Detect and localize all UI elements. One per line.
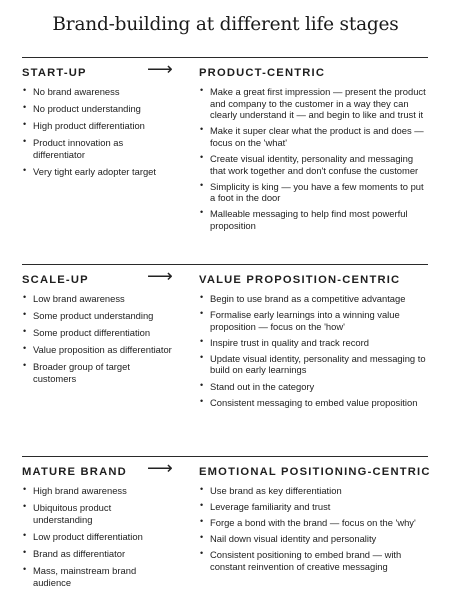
list-item: • Very tight early adopter target	[23, 164, 156, 177]
list-item: • Use brand as key differentiation	[200, 484, 342, 496]
stage-heading: SCALE-UP	[22, 274, 89, 286]
stage-traits-list	[22, 86, 172, 183]
list-item: • Make a great first impression — present the product and company to the customer in a way they can clearly understand it — and begin to like and trust it	[200, 85, 426, 121]
list-item: • Make it super clear what the product is and does — focus on the 'what'	[200, 124, 424, 148]
approach-heading: VALUE PROPOSITION-CENTRIC	[199, 274, 401, 286]
list-item: • Stand out in the category	[200, 379, 315, 392]
section-divider	[22, 264, 428, 265]
list-item: • Consistent messaging to embed value proposition	[200, 395, 418, 408]
list-item: • Product innovation as differentiator	[23, 136, 124, 160]
list-item: • Brand as differentiator	[23, 546, 126, 559]
arrow-icon: ⟶	[147, 59, 173, 79]
list-item: • No brand awareness	[23, 85, 120, 97]
list-item: • No product understanding	[23, 102, 141, 115]
list-item: • Low product differentiation	[23, 529, 143, 542]
stage-traits-list	[22, 293, 172, 390]
arrow-icon: ⟶	[147, 266, 173, 286]
list-item: • Value proposition as differentiator	[23, 343, 172, 356]
section-divider	[22, 57, 428, 58]
stage-traits-list	[22, 485, 172, 594]
list-item: • High brand awareness	[23, 484, 127, 496]
approach-actions-list	[199, 485, 428, 577]
list-item: • Begin to use brand as a competitive advantage	[200, 292, 406, 304]
approach-actions-list	[199, 86, 428, 236]
list-item: • Simplicity is king — you have a few moments to put a foot in the door	[200, 179, 424, 204]
list-item: • Some product understanding	[23, 309, 154, 322]
list-item: • Forge a bond with the brand — focus on the 'why'	[200, 516, 416, 529]
list-item: • Consistent positioning to embed brand — with constant reinvention of creative messaging	[200, 548, 402, 572]
list-item: • Some product differentiation	[23, 326, 151, 339]
approach-heading: EMOTIONAL POSITIONING-CENTRIC	[199, 466, 431, 478]
list-item: • Mass, mainstream brand audience	[23, 563, 137, 588]
list-item: • Malleable messaging to help find most powerful proposition	[200, 207, 408, 231]
list-item: • Nail down visual identity and personality	[200, 532, 377, 545]
list-item: • Low brand awareness	[23, 292, 125, 304]
arrow-icon: ⟶	[147, 458, 173, 478]
stage-heading: MATURE BRAND	[22, 466, 127, 478]
list-item: • Ubiquitous product understanding	[23, 501, 112, 525]
list-item: • Create visual identity, personality and messaging that work together and don't confuse the customer	[200, 151, 419, 176]
list-item: • Update visual identity, personality and messaging to build on early learnings	[200, 351, 426, 376]
approach-heading: PRODUCT-CENTRIC	[199, 67, 326, 79]
page-title: Brand-building at different life stages	[52, 14, 399, 35]
list-item: • Formalise early learnings into a winning value proposition — focus on the 'how'	[200, 308, 400, 332]
section-divider	[22, 456, 428, 457]
approach-actions-list	[199, 293, 428, 413]
list-item: • Leverage familiarity and trust	[200, 500, 331, 513]
list-item: • High product differentiation	[23, 119, 145, 132]
list-item: • Broader group of target customers	[23, 360, 130, 384]
stage-heading: START-UP	[22, 67, 87, 79]
list-item: • Inspire trust in quality and track record	[200, 335, 369, 348]
